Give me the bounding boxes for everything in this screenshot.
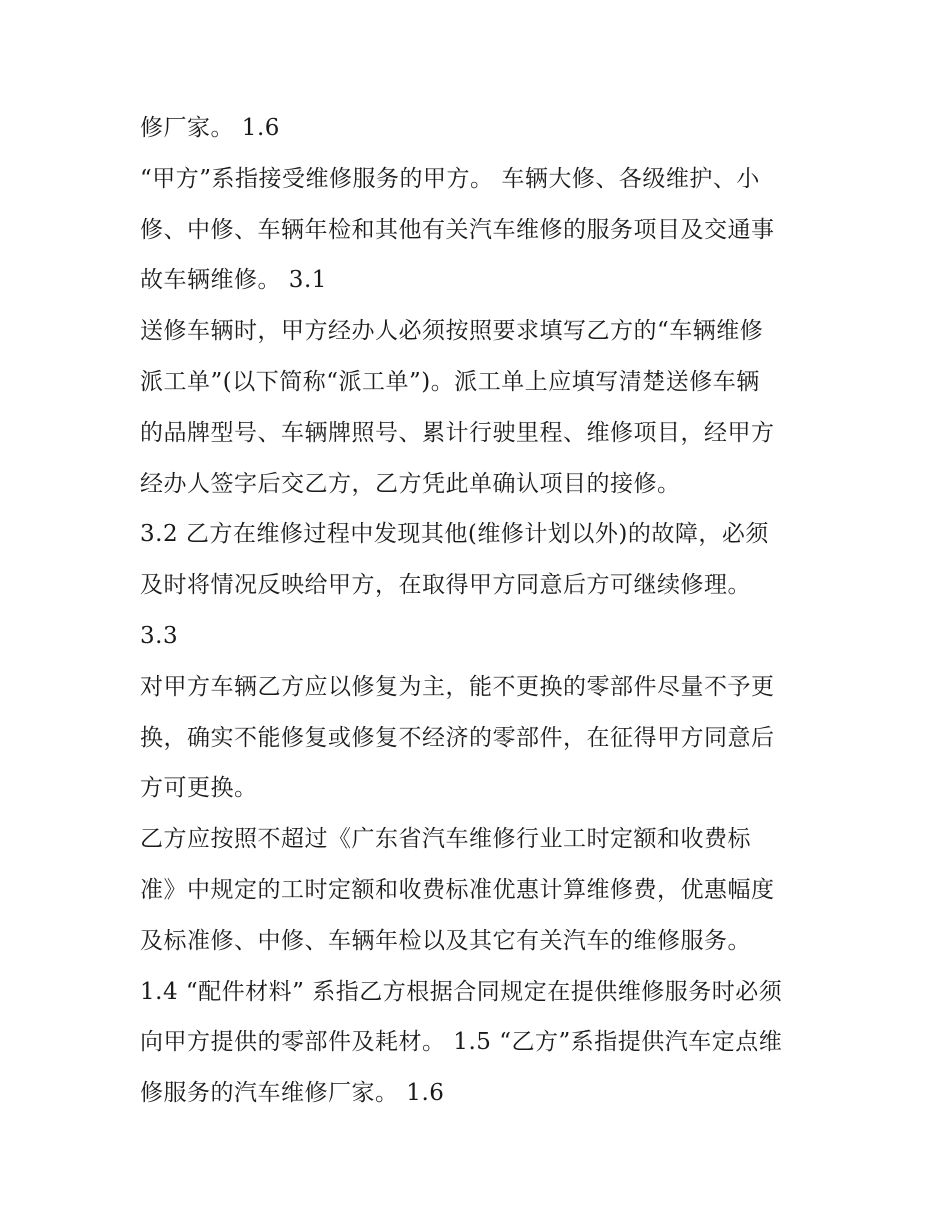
document-body [140,103,830,1119]
text-line: 的品牌型号、车辆牌照号、累计行驶里程、维修项目，经甲方 [140,419,775,446]
text-line: 及时将情况反映给甲方，在取得甲方同意后方可继续修理。 [140,572,751,599]
text-line: 3.3 [140,622,179,649]
text-line: 故车辆维修。 3.1 [140,267,327,294]
text-line: 换，确实不能修复或修复不经济的零部件，在征得甲方同意后 [140,724,775,751]
text-line: 对甲方车辆乙方应以修复为主，能不更换的零部件尽量不予更 [140,673,775,700]
text-line: 及标准修、中修、车辆年检以及其它有关汽车的维修服务。 [140,927,751,954]
text-line: 准》中规定的工时定额和收费标准优惠计算维修费，优惠幅度 [140,876,775,903]
text-line: 1.4 “配件材料” 系指乙方根据合同规定在提供维修服务时必须 [140,978,783,1005]
text-line: 方可更换。 [140,775,258,802]
text-line: 修、中修、车辆年检和其他有关汽车维修的服务项目及交通事 [140,216,775,243]
text-line: 派工单”(以下简称“派工单”)。派工单上应填写清楚送修车辆 [140,368,760,395]
text-line: 经办人签字后交乙方，乙方凭此单确认项目的接修。 [140,470,681,497]
text-line: 修厂家。 1.6 [140,115,280,141]
text-line: “甲方”系指接受维修服务的甲方。 车辆大修、各级维护、小 [140,165,760,192]
text-line: 3.2 乙方在维修过程中发现其他(维修计划以外)的故障，必须 [140,521,769,548]
text-line: 送修车辆时，甲方经办人必须按照要求填写乙方的“车辆维修 [140,318,764,345]
text-line: 乙方应按照不超过《广东省汽车维修行业工时定额和收费标 [140,826,751,853]
text-line: 向甲方提供的零部件及耗材。 1.5 “乙方”系指提供汽车定点维 [140,1029,783,1056]
text-line: 修服务的汽车维修厂家。 1.6 [140,1080,445,1107]
